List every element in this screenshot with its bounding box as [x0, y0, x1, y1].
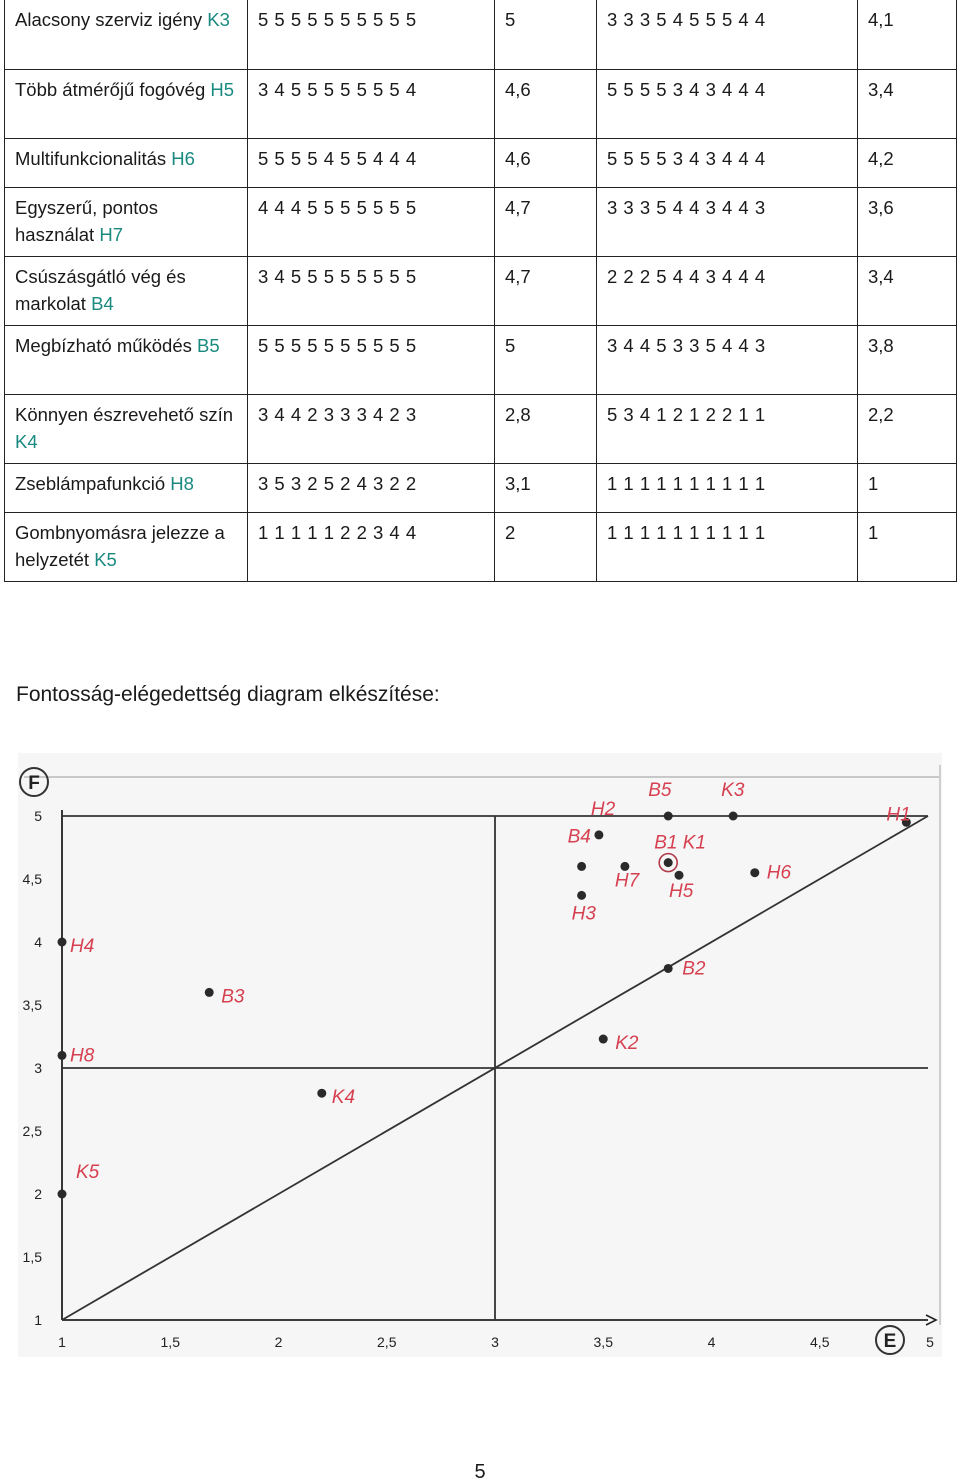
- requirement-label: Zseblámpafunkció: [15, 472, 166, 494]
- point-label: H3: [571, 903, 596, 925]
- requirement-cell: [5, 187, 248, 256]
- y-tick-label: 4: [34, 934, 42, 950]
- table-row: [5, 512, 957, 581]
- table-row: [5, 0, 957, 69]
- data-point: [594, 830, 603, 839]
- page-number: 5: [474, 1461, 486, 1483]
- table-row: [5, 394, 957, 463]
- satisfaction-average: 1: [858, 512, 957, 581]
- requirement-cell: [5, 512, 248, 581]
- importance-average: 5: [495, 0, 597, 69]
- requirement-label: Gombnyomásra jelezze a helyzetét: [15, 521, 225, 570]
- satisfaction-average: 4,2: [858, 138, 957, 187]
- data-point: [58, 1051, 67, 1060]
- satisfaction-average: 3,8: [858, 325, 957, 394]
- x-tick-label: 2: [274, 1334, 283, 1350]
- y-tick-label: 2,5: [22, 1123, 42, 1139]
- y-tick-label: 5: [34, 808, 42, 824]
- point-label: K2: [615, 1033, 639, 1055]
- x-tick-label: 3,5: [593, 1334, 613, 1350]
- satisfaction-scores: 3 4 4 5 3 3 5 4 4 3: [597, 325, 858, 394]
- satisfaction-scores: 5 5 5 5 3 4 3 4 4 4: [597, 138, 858, 187]
- x-tick-label: 5: [926, 1334, 934, 1350]
- y-tick-label: 4,5: [22, 871, 42, 887]
- x-tick-label: 1: [58, 1334, 66, 1350]
- data-point: [664, 964, 673, 973]
- x-tick-label: 1,5: [160, 1334, 180, 1350]
- survey-table: [4, 0, 957, 582]
- importance-scores: 3 4 4 2 3 3 3 4 2 3: [248, 394, 495, 463]
- point-label: H7: [614, 870, 640, 892]
- importance-scores: 3 5 3 2 5 2 4 3 2 2: [248, 463, 495, 512]
- y-tick-label: 3,5: [22, 997, 42, 1013]
- point-label: B5: [648, 780, 672, 801]
- importance-average: 5: [495, 325, 597, 394]
- x-tick-label: 4,5: [810, 1334, 830, 1350]
- requirement-label: Könnyen észrevehető szín: [15, 403, 234, 425]
- requirement-code: K4: [15, 430, 38, 452]
- scan-area: [18, 753, 942, 1357]
- importance-average: 4,6: [495, 138, 597, 187]
- requirement-label: Több átmérőjű fogóvég: [15, 78, 206, 100]
- x-tick-label: 3: [491, 1334, 499, 1350]
- y-tick-label: 1,5: [22, 1249, 42, 1265]
- satisfaction-scores: 5 5 5 5 3 4 3 4 4 4: [597, 69, 858, 138]
- requirement-label: Alacsony szerviz igény: [15, 9, 203, 30]
- satisfaction-scores: 1 1 1 1 1 1 1 1 1 1: [597, 512, 858, 581]
- importance-average: 4,6: [495, 69, 597, 138]
- importance-satisfaction-chart: [0, 735, 960, 1375]
- point-label: B4: [567, 826, 591, 848]
- importance-scores: 5 5 5 5 4 5 5 4 4 4: [248, 138, 495, 187]
- y-axis-label: F: [28, 773, 40, 794]
- table-row: [5, 187, 957, 256]
- point-label: H6: [766, 862, 792, 884]
- requirement-code: H7: [99, 223, 123, 245]
- satisfaction-average: 1: [858, 463, 957, 512]
- requirement-code: H8: [170, 472, 194, 494]
- satisfaction-scores: 2 2 2 5 4 4 3 4 4 4: [597, 256, 858, 325]
- requirement-label: Egyszerű, pontos használat: [15, 196, 158, 245]
- requirement-code: K3: [207, 9, 230, 30]
- importance-average: 2: [495, 512, 597, 581]
- requirement-cell: [5, 69, 248, 138]
- satisfaction-scores: 3 3 3 5 4 5 5 5 4 4: [597, 0, 858, 69]
- data-point: [599, 1035, 608, 1044]
- data-point: [675, 871, 684, 880]
- point-label: K4: [331, 1087, 356, 1109]
- data-point: [664, 812, 673, 821]
- data-point: [750, 868, 759, 877]
- table-row: [5, 256, 957, 325]
- data-point: [205, 988, 214, 997]
- y-tick-label: 3: [34, 1060, 42, 1076]
- requirement-label: Csúszásgátló vég és markolat: [15, 265, 186, 314]
- table-row: [5, 325, 957, 394]
- y-tick-label: 1: [34, 1312, 42, 1328]
- importance-scores: 3 4 5 5 5 5 5 5 5 4: [248, 69, 495, 138]
- data-point: [664, 858, 673, 867]
- requirement-label: Megbízható működés: [15, 334, 192, 356]
- point-label: B2: [682, 958, 706, 980]
- x-tick-label: 4: [707, 1334, 716, 1350]
- diagram-caption: Fontosság-elégedettség diagram elkészítése:: [16, 683, 440, 706]
- table-row: [5, 69, 957, 138]
- point-label: H5: [669, 881, 694, 903]
- importance-scores: 5 5 5 5 5 5 5 5 5 5: [248, 0, 495, 69]
- satisfaction-average: 3,6: [858, 187, 957, 256]
- requirement-code: B5: [197, 334, 220, 356]
- requirement-code: H6: [171, 147, 195, 169]
- requirement-cell: [5, 463, 248, 512]
- requirement-cell: [5, 394, 248, 463]
- data-point: [317, 1089, 326, 1098]
- point-label: H2: [590, 798, 616, 820]
- table-row: [5, 463, 957, 512]
- data-point: [58, 938, 67, 947]
- requirement-code: H5: [210, 78, 235, 100]
- satisfaction-average: 2,2: [858, 394, 957, 463]
- satisfaction-average: 3,4: [858, 256, 957, 325]
- data-point: [58, 1190, 67, 1199]
- requirement-cell: [5, 138, 248, 187]
- satisfaction-average: 4,1: [858, 0, 957, 69]
- requirement-code: B4: [91, 292, 114, 314]
- importance-average: 3,1: [495, 463, 597, 512]
- requirement-cell: [5, 256, 248, 325]
- x-tick-label: 2,5: [377, 1334, 397, 1350]
- importance-scores: 1 1 1 1 1 2 2 3 4 4: [248, 512, 495, 581]
- satisfaction-average: 3,4: [858, 69, 957, 138]
- point-label: H8: [70, 1045, 95, 1067]
- importance-average: 4,7: [495, 187, 597, 256]
- point-label: B1 K1: [654, 832, 706, 854]
- table-row: [5, 138, 957, 187]
- importance-scores: 4 4 4 5 5 5 5 5 5 5: [248, 187, 495, 256]
- requirement-label: Multifunkcionalitás: [15, 147, 167, 169]
- y-tick-label: 2: [34, 1186, 42, 1202]
- point-label: B3: [221, 986, 245, 1008]
- importance-average: 4,7: [495, 256, 597, 325]
- importance-scores: 3 4 5 5 5 5 5 5 5 5: [248, 256, 495, 325]
- requirement-cell: [5, 325, 248, 394]
- point-label: K5: [76, 1162, 100, 1183]
- data-point: [577, 862, 586, 871]
- satisfaction-scores: 5 3 4 1 2 1 2 2 1 1: [597, 394, 858, 463]
- satisfaction-scores: 1 1 1 1 1 1 1 1 1 1: [597, 463, 858, 512]
- importance-average: 2,8: [495, 394, 597, 463]
- requirement-code: K5: [94, 548, 117, 570]
- importance-scores: 5 5 5 5 5 5 5 5 5 5: [248, 325, 495, 394]
- satisfaction-scores: 3 3 3 5 4 4 3 4 4 3: [597, 187, 858, 256]
- data-point: [577, 891, 586, 900]
- requirement-cell: [5, 0, 248, 69]
- point-label: H4: [70, 936, 95, 957]
- data-point: [729, 812, 738, 821]
- x-axis-label: E: [883, 1331, 897, 1352]
- point-label: H1: [886, 804, 911, 826]
- point-label: K3: [721, 780, 745, 801]
